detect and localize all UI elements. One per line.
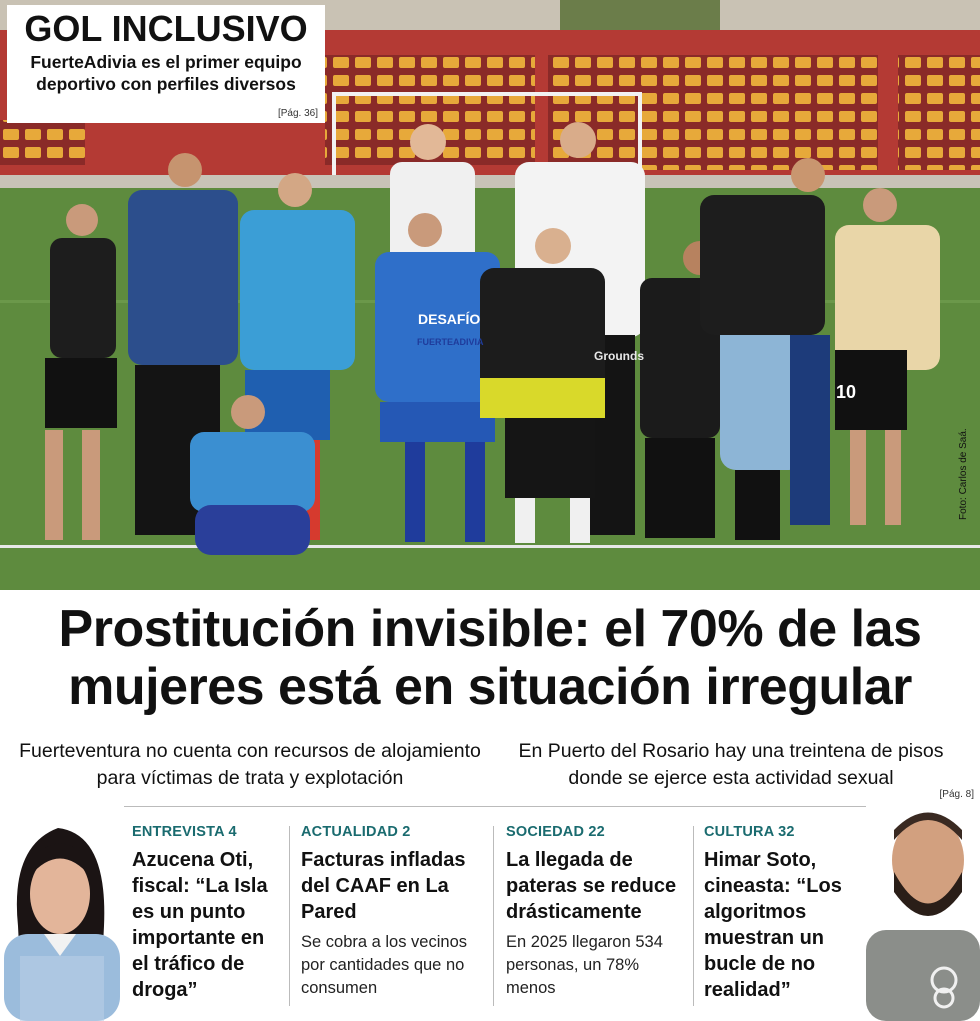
story-summary: Se cobra a los vecinos por cantidades que no consumen bbox=[301, 933, 468, 997]
section-label: CULTURA 32 bbox=[704, 824, 795, 840]
column-divider bbox=[289, 826, 290, 1006]
section-label: ENTREVISTA 4 bbox=[132, 824, 237, 840]
promo-page-ref: [Pág. 36] bbox=[277, 108, 318, 119]
story-cultura[interactable] bbox=[704, 824, 864, 1003]
deck-left: Fuerteventura no cuenta con recursos de alojamiento para víctimas de trata y explotación bbox=[19, 740, 481, 789]
divider bbox=[0, 806, 980, 807]
portrait-azucena-oti bbox=[0, 806, 124, 1021]
promo-title: GOL INCLUSIVO bbox=[24, 8, 308, 49]
section-label: SOCIEDAD 22 bbox=[506, 824, 605, 840]
story-title: Himar Soto, cineasta: “Los algoritmos muestran un bucle de no realidad” bbox=[704, 849, 842, 1001]
main-headline[interactable]: Prostitución invisible: el 70% de las mujeres está en situación irregular bbox=[58, 600, 922, 716]
promo-box[interactable] bbox=[7, 5, 325, 123]
column-divider bbox=[693, 826, 694, 1006]
story-summary: En 2025 llegaron 534 personas, un 78% menos bbox=[506, 933, 663, 997]
column-divider bbox=[493, 826, 494, 1006]
deck-page-ref: [Pág. 8] bbox=[939, 789, 974, 800]
story-actualidad[interactable] bbox=[301, 824, 486, 1000]
deck-right: En Puerto del Rosario hay una treintena de pisos donde se ejerce esta actividad sexual bbox=[518, 740, 944, 789]
shirt-text-desafio: DESAFÍO bbox=[418, 311, 481, 327]
story-title: La llegada de pateras se reduce drásticamente bbox=[506, 849, 677, 923]
portrait-himar-soto bbox=[866, 800, 980, 1021]
story-entrevista[interactable] bbox=[132, 824, 282, 1003]
shirt-text-fuerteadivia: FUERTEADIVIA bbox=[417, 337, 484, 347]
shirt-text-grounds: Grounds bbox=[594, 349, 644, 363]
story-title: Azucena Oti, fiscal: “La Isla es un punto importante en el tráfico de droga” bbox=[132, 849, 268, 1001]
promo-subtitle: FuerteAdivia es el primer equipo deportivo con perfiles diversos bbox=[30, 52, 302, 94]
story-sociedad[interactable] bbox=[506, 824, 692, 1000]
photo-credit: Foto: Carlos de Saá. bbox=[958, 428, 969, 520]
story-title: Facturas infladas del CAAF en La Pared bbox=[301, 849, 466, 923]
section-label: ACTUALIDAD 2 bbox=[301, 824, 411, 840]
shirt-number: 10 bbox=[836, 382, 857, 402]
